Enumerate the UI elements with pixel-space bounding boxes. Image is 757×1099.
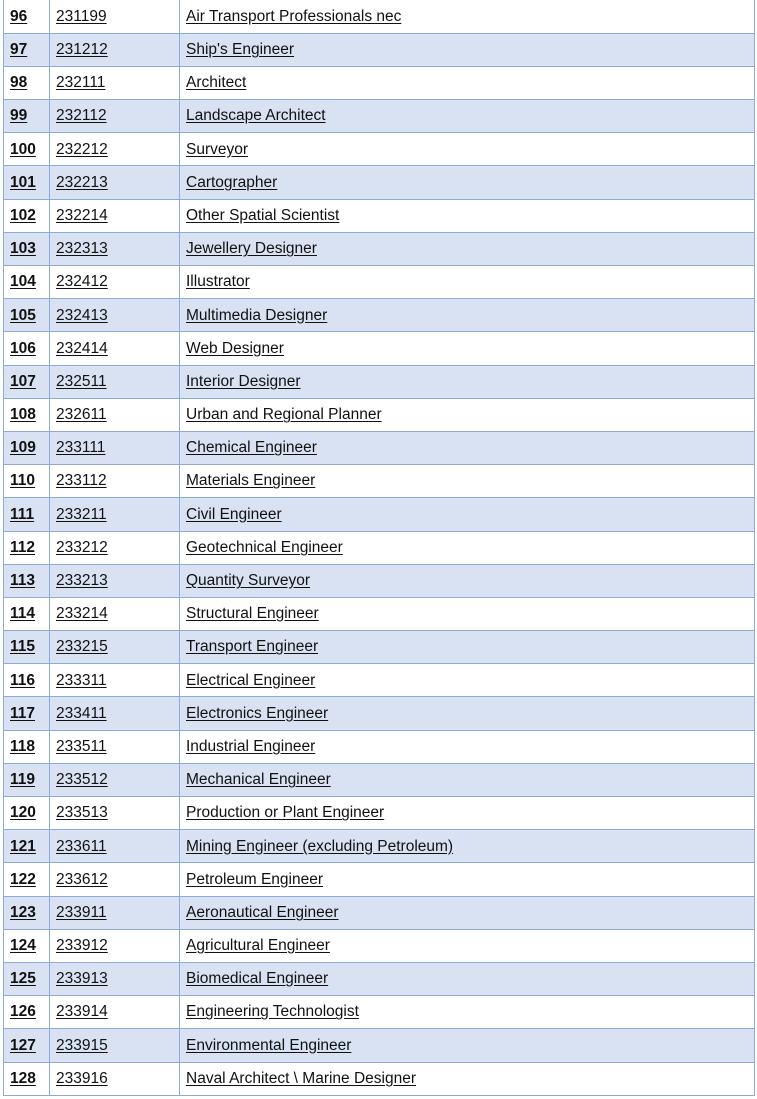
row-number-cell xyxy=(4,896,50,929)
occupation-code-cell xyxy=(50,531,180,564)
occupation-name-link[interactable]: Air Transport Professionals nec xyxy=(186,7,402,25)
table-row xyxy=(4,763,755,796)
occupation-name-link[interactable]: Interior Designer xyxy=(186,372,301,390)
row-number-cell xyxy=(4,232,50,265)
occupation-code-cell xyxy=(50,299,180,332)
occupation-name-cell xyxy=(180,465,755,498)
row-number-link[interactable]: 128 xyxy=(10,1069,36,1087)
occupation-name-cell xyxy=(180,299,755,332)
occupation-code-link[interactable]: 232412 xyxy=(56,273,108,291)
occupation-code-link[interactable]: 233913 xyxy=(56,970,108,988)
row-number-cell xyxy=(4,166,50,199)
table-row xyxy=(4,962,755,995)
row-number-link[interactable]: 121 xyxy=(10,837,36,855)
occupation-name-link[interactable]: Ship's Engineer xyxy=(186,41,295,59)
occupation-name-link[interactable]: Engineering Technologist xyxy=(186,1003,359,1021)
occupation-code-link[interactable]: 233914 xyxy=(56,1003,108,1021)
occupation-name-link[interactable]: Biomedical Engineer xyxy=(186,970,329,988)
table-row xyxy=(4,863,755,896)
occupation-name-link[interactable]: Structural Engineer xyxy=(186,605,319,623)
occupation-name-link[interactable]: Production or Plant Engineer xyxy=(186,804,385,822)
occupation-name-cell xyxy=(180,597,755,630)
occupation-name-cell xyxy=(180,1062,755,1095)
table-row xyxy=(4,0,755,33)
occupation-name-cell xyxy=(180,996,755,1029)
table-body xyxy=(4,0,755,1095)
occupation-name-cell xyxy=(180,664,755,697)
occupation-code-link[interactable]: 233215 xyxy=(56,638,108,656)
row-number-link[interactable]: 96 xyxy=(10,7,28,25)
occupation-name-link[interactable]: Web Designer xyxy=(186,339,284,357)
row-number-link[interactable]: 102 xyxy=(10,206,36,224)
occupation-name-cell xyxy=(180,631,755,664)
table-row xyxy=(4,166,755,199)
occupation-code-link[interactable]: 233411 xyxy=(56,704,107,722)
occupation-code-link[interactable]: 232212 xyxy=(56,140,108,158)
occupation-name-cell xyxy=(180,266,755,299)
table-row xyxy=(4,33,755,66)
occupation-name-cell xyxy=(180,697,755,730)
occupation-name-link[interactable]: Agricultural Engineer xyxy=(186,937,330,955)
occupation-code-link[interactable]: 231199 xyxy=(56,7,107,25)
occupation-name-cell xyxy=(180,1029,755,1062)
table-row xyxy=(4,266,755,299)
row-number-cell xyxy=(4,498,50,531)
table-row xyxy=(4,332,755,365)
occupation-code-link[interactable]: 233911 xyxy=(56,903,107,921)
table-row xyxy=(4,199,755,232)
occupation-code-cell xyxy=(50,863,180,896)
row-number-cell xyxy=(4,133,50,166)
row-number-cell xyxy=(4,199,50,232)
occupation-code-link[interactable]: 233111 xyxy=(56,439,106,457)
occupation-code-cell xyxy=(50,730,180,763)
row-number-cell xyxy=(4,66,50,99)
occupation-code-cell xyxy=(50,929,180,962)
occupation-name-cell xyxy=(180,332,755,365)
occupation-name-link[interactable]: Electronics Engineer xyxy=(186,704,329,722)
occupation-name-cell xyxy=(180,929,755,962)
occupation-name-cell xyxy=(180,166,755,199)
occupation-code-cell xyxy=(50,166,180,199)
table-row xyxy=(4,398,755,431)
occupation-name-cell xyxy=(180,232,755,265)
occupation-name-cell xyxy=(180,33,755,66)
row-number-cell xyxy=(4,830,50,863)
occupation-name-link[interactable]: Petroleum Engineer xyxy=(186,870,323,888)
occupation-name-link[interactable]: Chemical Engineer xyxy=(186,439,317,457)
row-number-cell xyxy=(4,962,50,995)
row-number-cell xyxy=(4,996,50,1029)
row-number-link[interactable]: 107 xyxy=(10,372,36,390)
occupation-code-link[interactable]: 233214 xyxy=(56,605,108,623)
row-number-cell xyxy=(4,597,50,630)
occupation-code-cell xyxy=(50,398,180,431)
occupation-name-link[interactable]: Multimedia Designer xyxy=(186,306,328,324)
occupation-code-cell xyxy=(50,1029,180,1062)
occupation-name-link[interactable]: Electrical Engineer xyxy=(186,671,316,689)
row-number-link[interactable]: 105 xyxy=(10,306,36,324)
row-number-cell xyxy=(4,531,50,564)
row-number-link[interactable]: 120 xyxy=(10,804,36,822)
occupation-code-cell xyxy=(50,365,180,398)
row-number-cell xyxy=(4,0,50,33)
occupation-name-cell xyxy=(180,398,755,431)
row-number-link[interactable]: 100 xyxy=(10,140,36,158)
row-number-link[interactable]: 113 xyxy=(10,572,36,590)
occupation-code-cell xyxy=(50,631,180,664)
row-number-link[interactable]: 119 xyxy=(10,771,36,789)
occupation-code-link[interactable]: 233311 xyxy=(56,671,107,689)
occupation-name-link[interactable]: Cartographer xyxy=(186,173,278,191)
occupation-code-link[interactable]: 233211 xyxy=(56,505,107,523)
table-row xyxy=(4,597,755,630)
occupation-name-cell xyxy=(180,0,755,33)
row-number-cell xyxy=(4,664,50,697)
row-number-cell xyxy=(4,763,50,796)
occupation-code-cell xyxy=(50,962,180,995)
occupation-code-link[interactable]: 232413 xyxy=(56,306,108,324)
row-number-link[interactable]: 106 xyxy=(10,339,36,357)
occupation-name-link[interactable]: Materials Engineer xyxy=(186,472,316,490)
table-row xyxy=(4,697,755,730)
occupation-name-link[interactable]: Industrial Engineer xyxy=(186,737,316,755)
occupation-code-link[interactable]: 233511 xyxy=(56,737,107,755)
occupation-code-link[interactable]: 233912 xyxy=(56,937,108,955)
table-row xyxy=(4,498,755,531)
row-number-link[interactable]: 116 xyxy=(10,671,36,689)
occupation-code-cell xyxy=(50,597,180,630)
occupation-code-link[interactable]: 233611 xyxy=(56,837,107,855)
occupation-name-link[interactable]: Surveyor xyxy=(186,140,249,158)
row-number-link[interactable]: 125 xyxy=(10,970,36,988)
table-row xyxy=(4,830,755,863)
row-number-cell xyxy=(4,797,50,830)
occupation-code-cell xyxy=(50,564,180,597)
occupation-code-cell xyxy=(50,996,180,1029)
row-number-link[interactable]: 108 xyxy=(10,406,36,424)
occupation-code-link[interactable]: 233112 xyxy=(56,472,107,490)
row-number-link[interactable]: 117 xyxy=(10,704,36,722)
occupation-name-cell xyxy=(180,199,755,232)
occupation-code-cell xyxy=(50,797,180,830)
occupation-name-link[interactable]: Naval Architect \ Marine Designer xyxy=(186,1069,417,1087)
table-row xyxy=(4,431,755,464)
occupation-code-link[interactable]: 232213 xyxy=(56,173,108,191)
occupation-name-cell xyxy=(180,763,755,796)
row-number-cell xyxy=(4,929,50,962)
row-number-cell xyxy=(4,365,50,398)
occupation-name-cell xyxy=(180,564,755,597)
table-row xyxy=(4,664,755,697)
row-number-link[interactable]: 101 xyxy=(10,173,36,191)
row-number-link[interactable]: 115 xyxy=(10,638,36,656)
row-number-cell xyxy=(4,33,50,66)
occupation-name-cell xyxy=(180,431,755,464)
row-number-cell xyxy=(4,564,50,597)
occupation-name-link[interactable]: Illustrator xyxy=(186,273,250,291)
row-number-link[interactable]: 97 xyxy=(10,41,28,59)
occupation-name-cell xyxy=(180,830,755,863)
occupation-code-cell xyxy=(50,0,180,33)
occupation-code-link[interactable]: 232611 xyxy=(56,406,107,424)
row-number-cell xyxy=(4,1062,50,1095)
table-row xyxy=(4,465,755,498)
occupation-code-cell xyxy=(50,1062,180,1095)
row-number-cell xyxy=(4,431,50,464)
row-number-cell xyxy=(4,697,50,730)
table-row xyxy=(4,100,755,133)
occupation-name-link[interactable]: Transport Engineer xyxy=(186,638,319,656)
occupation-code-link[interactable]: 233213 xyxy=(56,572,108,590)
occupation-name-link[interactable]: Geotechnical Engineer xyxy=(186,538,343,556)
table-row xyxy=(4,232,755,265)
row-number-link[interactable]: 104 xyxy=(10,273,36,291)
occupation-code-link[interactable]: 232111 xyxy=(56,74,106,92)
occupation-code-cell xyxy=(50,66,180,99)
table-row xyxy=(4,133,755,166)
occupation-name-cell xyxy=(180,365,755,398)
row-number-link[interactable]: 98 xyxy=(10,74,28,92)
row-number-link[interactable]: 111 xyxy=(10,505,35,523)
occupation-code-link[interactable]: 232112 xyxy=(56,107,107,125)
occupation-code-cell xyxy=(50,33,180,66)
occupation-code-link[interactable]: 232313 xyxy=(56,240,108,258)
table-row xyxy=(4,797,755,830)
occupation-code-cell xyxy=(50,896,180,929)
occupation-code-cell xyxy=(50,232,180,265)
occupation-code-cell xyxy=(50,465,180,498)
table-row xyxy=(4,896,755,929)
row-number-link[interactable]: 99 xyxy=(10,107,28,125)
occupation-code-cell xyxy=(50,100,180,133)
occupation-name-link[interactable]: Aeronautical Engineer xyxy=(186,903,339,921)
occupation-name-link[interactable]: Urban and Regional Planner xyxy=(186,406,382,424)
row-number-link[interactable]: 123 xyxy=(10,903,36,921)
occupation-code-cell xyxy=(50,266,180,299)
occupation-code-cell xyxy=(50,133,180,166)
occupation-name-link[interactable]: Quantity Surveyor xyxy=(186,572,311,590)
table-row xyxy=(4,996,755,1029)
row-number-cell xyxy=(4,299,50,332)
table-row xyxy=(4,564,755,597)
occupation-name-cell xyxy=(180,863,755,896)
occupation-code-link[interactable]: 233513 xyxy=(56,804,108,822)
row-number-cell xyxy=(4,266,50,299)
occupation-code-link[interactable]: 233915 xyxy=(56,1036,108,1054)
table-row xyxy=(4,299,755,332)
occupation-code-cell xyxy=(50,830,180,863)
occupation-code-cell xyxy=(50,664,180,697)
row-number-cell xyxy=(4,1029,50,1062)
occupation-name-link[interactable]: Mechanical Engineer xyxy=(186,771,331,789)
occupation-name-link[interactable]: Landscape Architect xyxy=(186,107,326,125)
occupation-code-link[interactable]: 233612 xyxy=(56,870,108,888)
occupation-list-table xyxy=(3,0,755,1096)
occupation-name-link[interactable]: Environmental Engineer xyxy=(186,1036,352,1054)
table-row xyxy=(4,66,755,99)
row-number-link[interactable]: 112 xyxy=(10,538,36,556)
occupation-code-cell xyxy=(50,332,180,365)
occupation-code-link[interactable]: 233212 xyxy=(56,538,108,556)
row-number-link[interactable]: 124 xyxy=(10,937,36,955)
occupation-name-link[interactable]: Mining Engineer (excluding Petroleum) xyxy=(186,837,454,855)
occupation-code-cell xyxy=(50,498,180,531)
occupation-code-link[interactable]: 233512 xyxy=(56,771,108,789)
row-number-link[interactable]: 118 xyxy=(10,737,36,755)
occupation-name-cell xyxy=(180,730,755,763)
table-row xyxy=(4,730,755,763)
occupation-name-cell xyxy=(180,531,755,564)
row-number-cell xyxy=(4,100,50,133)
occupation-code-link[interactable]: 233916 xyxy=(56,1069,108,1087)
occupation-code-link[interactable]: 232414 xyxy=(56,339,108,357)
occupation-name-cell xyxy=(180,896,755,929)
occupation-code-cell xyxy=(50,431,180,464)
row-number-cell xyxy=(4,730,50,763)
table-row xyxy=(4,365,755,398)
row-number-link[interactable]: 103 xyxy=(10,240,36,258)
table-row xyxy=(4,1062,755,1095)
occupation-code-link[interactable]: 231212 xyxy=(56,41,108,59)
occupation-name-cell xyxy=(180,66,755,99)
row-number-link[interactable]: 126 xyxy=(10,1003,36,1021)
occupation-name-cell xyxy=(180,133,755,166)
row-number-link[interactable]: 122 xyxy=(10,870,36,888)
occupation-name-link[interactable]: Jewellery Designer xyxy=(186,240,317,258)
occupation-name-link[interactable]: Civil Engineer xyxy=(186,505,282,523)
row-number-link[interactable]: 109 xyxy=(10,439,36,457)
occupation-name-link[interactable]: Other Spatial Scientist xyxy=(186,206,340,224)
table-row xyxy=(4,531,755,564)
occupation-name-cell xyxy=(180,100,755,133)
occupation-code-link[interactable]: 232511 xyxy=(56,372,107,390)
row-number-cell xyxy=(4,863,50,896)
row-number-cell xyxy=(4,398,50,431)
occupation-name-cell xyxy=(180,498,755,531)
row-number-link[interactable]: 114 xyxy=(10,605,36,623)
table-row xyxy=(4,631,755,664)
occupation-code-cell xyxy=(50,763,180,796)
row-number-cell xyxy=(4,631,50,664)
row-number-link[interactable]: 127 xyxy=(10,1036,36,1054)
occupation-code-cell xyxy=(50,697,180,730)
table-row xyxy=(4,929,755,962)
row-number-cell xyxy=(4,332,50,365)
row-number-cell xyxy=(4,465,50,498)
occupation-name-link[interactable]: Architect xyxy=(186,74,247,92)
occupation-code-cell xyxy=(50,199,180,232)
row-number-link[interactable]: 110 xyxy=(10,472,36,490)
occupation-code-link[interactable]: 232214 xyxy=(56,206,108,224)
occupation-name-cell xyxy=(180,962,755,995)
occupation-name-cell xyxy=(180,797,755,830)
table-row xyxy=(4,1029,755,1062)
